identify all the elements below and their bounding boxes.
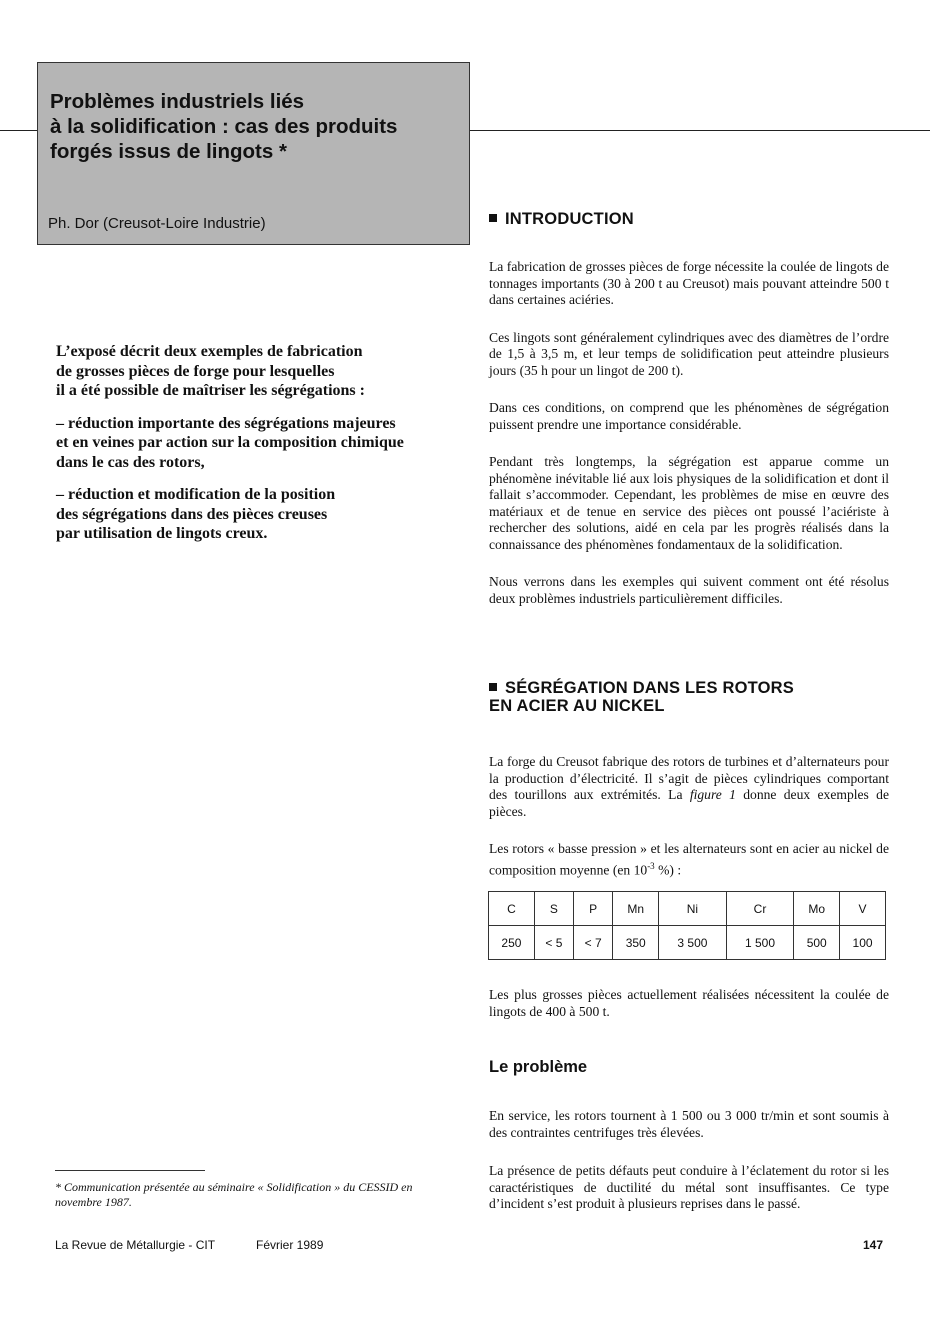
figure-reference: figure 1 — [689, 787, 736, 802]
bullet-square-icon — [489, 683, 497, 691]
abstract-line: des ségrégations dans des pièces creuses — [56, 505, 328, 523]
table-header-cell: P — [574, 892, 613, 926]
header-rule-right — [470, 130, 930, 131]
title-box — [37, 62, 470, 245]
paragraph: Pendant très longtemps, la ségrégation est apparue comme un phénomène inévitable lié aux lois physiques de la solidification et dont il fallait s’accommoder. Cependant, les problèmes de mise en œuvre des matériaux et de tenue en service des pièces ont poussé l’aciériste à rechercher des solutions, aidé en cela par les progrès réalisés dans la connaissance des phénomènes fondamentaux de la solidification. — [489, 454, 889, 552]
abstract-line: il a été possible de maîtriser les ségrégations : — [56, 382, 365, 399]
paragraph — [489, 841, 889, 879]
table-cell: < 7 — [574, 926, 613, 960]
exponent: -3 — [647, 860, 655, 871]
abstract-line: dans le cas des rotors, — [56, 453, 205, 471]
table-header-cell: Ni — [659, 892, 727, 926]
text-run: %) : — [654, 862, 682, 878]
paragraph: La fabrication de grosses pièces de forge nécessite la coulée de lingots de tonnages importants (30 à 200 t au Creusot) mais pouvant atteindre 500 t dans certaines aciéries. — [489, 259, 889, 307]
abstract-line: de grosses pièces de forge pour lesquelles — [56, 362, 335, 380]
article-title: Problèmes industriels liés à la solidification : cas des produits forgés issus de lingots * — [50, 90, 398, 163]
text-run: La forge du Creusot fabrique des rotors de turbines et d’alternateurs pour la production d’électricité. Il s’agit de pièces cylindriques comportant des tourillons aux extrémités. La — [489, 754, 889, 802]
segregation-heading-line-1: SÉGRÉGATION DANS LES ROTORS — [505, 679, 794, 697]
table-header-cell: Mn — [613, 892, 659, 926]
segregation-heading-line-2: EN ACIER AU NICKEL — [489, 697, 665, 715]
abstract-item-1 — [56, 414, 456, 473]
introduction-heading-text: INTRODUCTION — [505, 210, 634, 228]
table-cell: 1 500 — [726, 926, 794, 960]
text-run: donne deux exemples de pièces. — [489, 787, 889, 819]
table-cell: 250 — [489, 926, 535, 960]
probleme-heading: Le problème — [489, 1058, 588, 1076]
paragraph: Les plus grosses pièces actuellement réalisées nécessitent la coulée de lingots de 400 à 500 t. — [489, 987, 889, 1019]
table-header-cell: C — [489, 892, 535, 926]
footnote: * Communication présentée au séminaire « Solidification » du CESSID en novembre 1987. — [55, 1180, 413, 1209]
table-header-cell: S — [534, 892, 573, 926]
table-row — [489, 926, 886, 960]
table-header-cell: Mo — [794, 892, 840, 926]
segregation-heading — [489, 679, 794, 715]
abstract-item-2 — [56, 485, 456, 544]
article-author: Ph. Dor (Creusot-Loire Industrie) — [48, 215, 266, 232]
probleme-body — [489, 1108, 889, 1213]
table-cell: < 5 — [534, 926, 573, 960]
paragraph: Dans ces conditions, on comprend que les phénomènes de ségrégation puissent prendre une importance considérable. — [489, 400, 889, 432]
abstract-line: L’exposé décrit deux exemples de fabrication — [56, 343, 363, 360]
paragraph: La présence de petits défauts peut conduire à l’éclatement du rotor si les caractéristiques de ductilité du métal sont insuffisantes. Ce type d’incident s’est produit à plusieurs reprises dans le passé. — [489, 1163, 889, 1211]
segregation-body — [489, 754, 889, 879]
page-number: 147 — [863, 1238, 884, 1252]
abstract — [56, 342, 456, 557]
paragraph — [489, 754, 889, 820]
segregation-conclusion — [489, 987, 889, 1020]
table-cell: 350 — [613, 926, 659, 960]
paragraph: Ces lingots sont généralement cylindriques avec des diamètres de l’ordre de 1,5 à 3,5 m, et leur temps de solidification peut atteindre plusieurs jours (35 h pour un lingot de 200 t). — [489, 329, 889, 378]
composition-table — [488, 891, 886, 960]
table-header-cell: Cr — [726, 892, 794, 926]
table-cell: 3 500 — [659, 926, 727, 960]
table-header-row — [489, 892, 886, 926]
introduction-body — [489, 259, 889, 607]
header-rule-left — [0, 130, 38, 131]
paragraph: En service, les rotors tournent à 1 500 ou 3 000 tr/min et sont soumis à des contraintes centrifuges très élevées. — [489, 1108, 889, 1140]
footer-journal: La Revue de Métallurgie - CIT — [55, 1238, 216, 1252]
table-cell: 100 — [840, 926, 886, 960]
table-header-cell: V — [840, 892, 886, 926]
table-cell: 500 — [794, 926, 840, 960]
text-run: Les rotors « basse pression » et les alternateurs sont en acier au nickel de composition moyenne (en 10 — [489, 841, 889, 878]
footer-date: Février 1989 — [256, 1238, 324, 1252]
abstract-intro — [56, 342, 456, 401]
abstract-line: par utilisation de lingots creux. — [56, 525, 268, 542]
paragraph: Nous verrons dans les exemples qui suivent comment ont été résolus deux problèmes industriels particulièrement difficiles. — [489, 574, 889, 606]
bullet-square-icon — [489, 214, 497, 222]
footnote-rule — [55, 1170, 205, 1171]
abstract-line: – réduction importante des ségrégations majeures — [56, 414, 396, 432]
abstract-line: – réduction et modification de la position — [56, 486, 336, 503]
introduction-heading — [489, 210, 634, 228]
abstract-line: et en veines par action sur la composition chimique — [56, 434, 404, 451]
